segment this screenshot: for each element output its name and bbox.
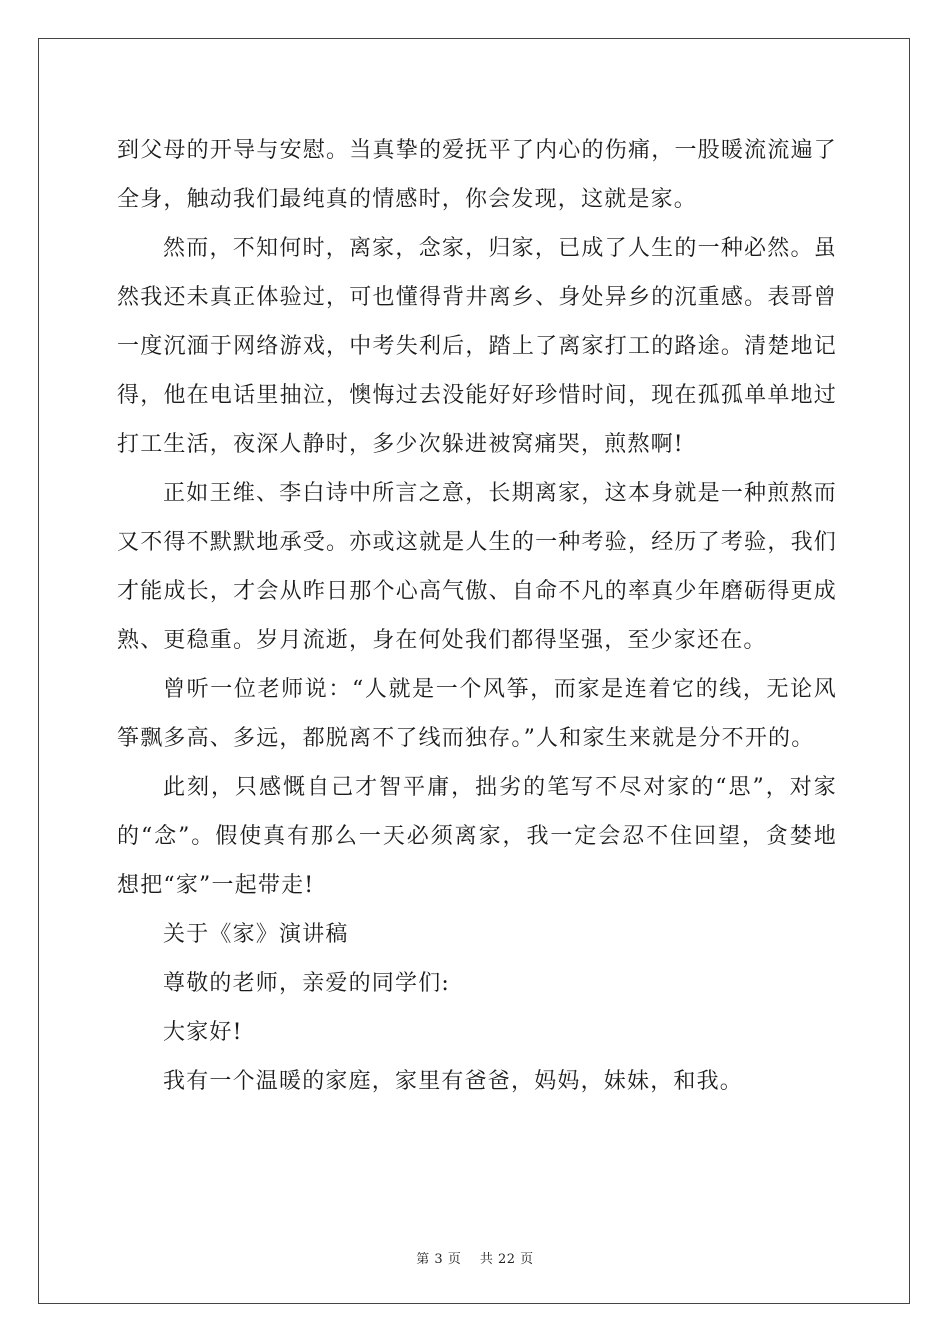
speech-greeting: 大家好!: [163, 1020, 243, 1045]
paragraph-2: 然而，不知何时，离家，念家，归家，已成了人生的一种必然。虽然我还未真正体验过，可也懂得背井离乡、身处异乡的沉重感。表哥曾一度沉湎于网络游戏，中考失利后，踏上了离家打工的路途。清楚地记得，他在电话里抽泣，懊悔过去没能好好珍惜时间，现在孤孤单单地过打工生活，夜深人静时，多少次躲进被窝痛哭，煎熬啊!: [117, 236, 837, 457]
speech-title: 关于《家》演讲稿: [163, 922, 349, 947]
document-body: [117, 126, 837, 1106]
page-number: 第 3 页: [416, 1252, 462, 1267]
paragraph-3: 正如王维、李白诗中所言之意，长期离家，这本身就是一种煎熬而又不得不默默地承受。亦或这就是人生的一种考验，经历了考验，我们才能成长，才会从昨日那个心高气傲、自命不凡的率真少年磨砺得更成熟、更稳重。岁月流逝，身在何处我们都得坚强，至少家还在。: [117, 481, 837, 653]
page-total: 共 22 页: [479, 1252, 534, 1267]
speech-salutation: 尊敬的老师，亲爱的同学们:: [163, 971, 451, 996]
paragraph-5: 此刻，只感慨自己才智平庸，拙劣的笔写不尽对家的“思”，对家的“念”。假使真有那么一天必须离家，我一定会忍不住回望，贪婪地想把“家”一起带走!: [117, 775, 837, 898]
paragraph-1: 到父母的开导与安慰。当真挚的爱抚平了内心的伤痛，一股暖流流遍了全身，触动我们最纯真的情感时，你会发现，这就是家。: [117, 138, 837, 212]
paragraph-4: 曾听一位老师说：“人就是一个风筝，而家是连着它的线，无论风筝飘多高、多远，都脱离不了线而独存。”人和家生来就是分不开的。: [117, 677, 837, 751]
paragraph-family: 我有一个温暖的家庭，家里有爸爸，妈妈，妹妹，和我。: [163, 1069, 744, 1094]
page-footer: [0, 1248, 950, 1267]
